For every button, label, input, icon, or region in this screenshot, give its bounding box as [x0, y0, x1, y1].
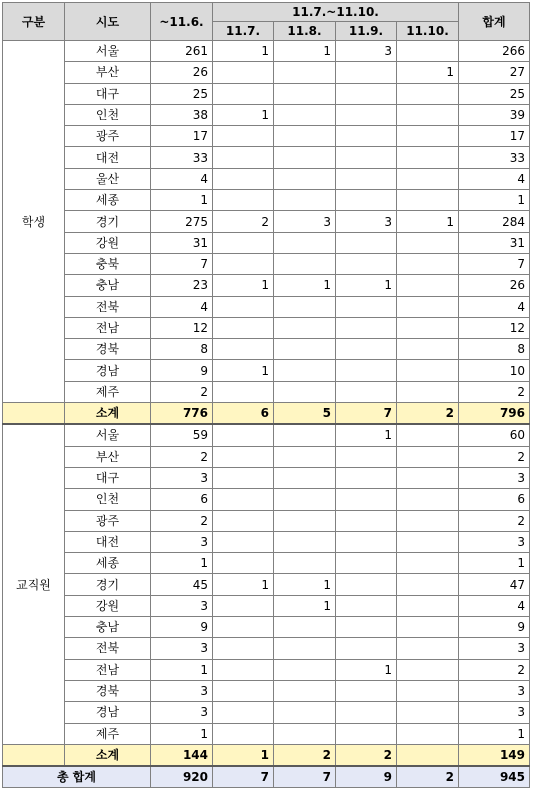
subtotal-value: 2 — [397, 403, 459, 425]
value-cell — [213, 659, 274, 680]
value-cell: 33 — [459, 147, 530, 168]
header-region: 시도 — [65, 3, 151, 41]
value-cell — [397, 638, 459, 659]
value-cell — [336, 147, 397, 168]
subtotal-value: 7 — [336, 403, 397, 425]
region-cell: 부산 — [65, 446, 151, 467]
value-cell: 1 — [336, 275, 397, 296]
value-cell: 33 — [151, 147, 213, 168]
table-header — [3, 3, 530, 41]
region-cell: 인천 — [65, 104, 151, 125]
value-cell — [397, 553, 459, 574]
value-cell — [213, 253, 274, 274]
value-cell — [274, 190, 336, 211]
region-cell: 충남 — [65, 617, 151, 638]
value-cell — [397, 510, 459, 531]
value-cell — [397, 232, 459, 253]
value-cell — [274, 424, 336, 446]
value-cell — [274, 467, 336, 488]
table-row — [3, 510, 530, 531]
region-cell: 전북 — [65, 296, 151, 317]
value-cell: 59 — [151, 424, 213, 446]
region-cell: 세종 — [65, 190, 151, 211]
value-cell — [336, 446, 397, 467]
value-cell — [397, 446, 459, 467]
region-cell: 충북 — [65, 253, 151, 274]
header-month: 11.10. — [397, 22, 459, 41]
value-cell: 2 — [151, 510, 213, 531]
subtotal-value: 5 — [274, 403, 336, 425]
value-cell — [213, 510, 274, 531]
value-cell: 1 — [213, 360, 274, 381]
value-cell — [274, 723, 336, 744]
value-cell — [213, 83, 274, 104]
value-cell: 39 — [459, 104, 530, 125]
statistics-table — [2, 2, 530, 788]
table-row — [3, 723, 530, 744]
value-cell — [213, 190, 274, 211]
table-row — [3, 381, 530, 402]
value-cell — [274, 339, 336, 360]
table-row — [3, 595, 530, 616]
table-row — [3, 232, 530, 253]
value-cell — [336, 62, 397, 83]
region-cell: 전남 — [65, 317, 151, 338]
region-cell: 강원 — [65, 595, 151, 616]
table-row — [3, 211, 530, 232]
value-cell — [274, 510, 336, 531]
value-cell: 1 — [336, 659, 397, 680]
value-cell: 3 — [336, 211, 397, 232]
value-cell: 1 — [397, 62, 459, 83]
value-cell — [213, 126, 274, 147]
value-cell — [397, 595, 459, 616]
table-row — [3, 702, 530, 723]
grand-total-value: 7 — [213, 766, 274, 788]
value-cell: 3 — [336, 41, 397, 62]
subtotal-spacer — [3, 403, 65, 425]
value-cell: 3 — [459, 680, 530, 701]
subtotal-label: 소계 — [65, 744, 151, 766]
value-cell — [336, 168, 397, 189]
value-cell — [213, 424, 274, 446]
table-row — [3, 168, 530, 189]
region-cell: 대구 — [65, 467, 151, 488]
value-cell — [397, 424, 459, 446]
value-cell: 31 — [459, 232, 530, 253]
header-month: 11.9. — [336, 22, 397, 41]
region-cell: 세종 — [65, 553, 151, 574]
value-cell — [336, 296, 397, 317]
region-cell: 광주 — [65, 510, 151, 531]
value-cell — [274, 360, 336, 381]
value-cell: 6 — [459, 489, 530, 510]
value-cell — [397, 574, 459, 595]
table-row — [3, 446, 530, 467]
subtotal-row — [3, 744, 530, 766]
table-row — [3, 126, 530, 147]
value-cell: 266 — [459, 41, 530, 62]
value-cell — [397, 317, 459, 338]
value-cell — [274, 126, 336, 147]
value-cell: 3 — [459, 702, 530, 723]
value-cell: 261 — [151, 41, 213, 62]
value-cell — [213, 638, 274, 659]
value-cell — [213, 147, 274, 168]
value-cell: 25 — [151, 83, 213, 104]
subtotal-value: 2 — [274, 744, 336, 766]
grand-total-value: 945 — [459, 766, 530, 788]
value-cell: 4 — [151, 296, 213, 317]
value-cell — [213, 723, 274, 744]
value-cell: 2 — [459, 381, 530, 402]
table-row — [3, 617, 530, 638]
header-category: 구분 — [3, 3, 65, 41]
value-cell — [213, 553, 274, 574]
value-cell — [213, 531, 274, 552]
value-cell: 3 — [151, 702, 213, 723]
value-cell — [397, 253, 459, 274]
value-cell — [213, 595, 274, 616]
value-cell — [336, 510, 397, 531]
header-total: 합계 — [459, 3, 530, 41]
value-cell: 8 — [151, 339, 213, 360]
value-cell: 3 — [151, 595, 213, 616]
subtotal-value: 149 — [459, 744, 530, 766]
value-cell — [274, 381, 336, 402]
value-cell — [274, 253, 336, 274]
value-cell — [336, 126, 397, 147]
region-cell: 경남 — [65, 360, 151, 381]
value-cell — [336, 638, 397, 659]
region-cell: 전남 — [65, 659, 151, 680]
subtotal-value: 796 — [459, 403, 530, 425]
value-cell: 31 — [151, 232, 213, 253]
table-row — [3, 62, 530, 83]
table-row — [3, 41, 530, 62]
value-cell — [336, 360, 397, 381]
subtotal-spacer — [3, 744, 65, 766]
subtotal-value — [397, 744, 459, 766]
table-row — [3, 574, 530, 595]
value-cell — [274, 232, 336, 253]
table-row — [3, 104, 530, 125]
value-cell: 1 — [213, 275, 274, 296]
value-cell: 60 — [459, 424, 530, 446]
value-cell: 3 — [459, 638, 530, 659]
subtotal-value: 6 — [213, 403, 274, 425]
table-body — [3, 41, 530, 788]
table-row — [3, 360, 530, 381]
value-cell: 1 — [459, 190, 530, 211]
value-cell — [397, 83, 459, 104]
value-cell — [397, 275, 459, 296]
region-cell: 경기 — [65, 211, 151, 232]
subtotal-row — [3, 403, 530, 425]
value-cell — [336, 190, 397, 211]
value-cell: 17 — [459, 126, 530, 147]
grand-total-label: 총 합계 — [3, 766, 151, 788]
value-cell: 26 — [459, 275, 530, 296]
region-cell: 인천 — [65, 489, 151, 510]
value-cell: 10 — [459, 360, 530, 381]
value-cell: 1 — [213, 574, 274, 595]
value-cell — [213, 617, 274, 638]
subtotal-value: 2 — [336, 744, 397, 766]
value-cell: 3 — [459, 467, 530, 488]
value-cell — [336, 574, 397, 595]
value-cell: 9 — [151, 617, 213, 638]
value-cell: 45 — [151, 574, 213, 595]
value-cell: 2 — [151, 381, 213, 402]
value-cell — [397, 168, 459, 189]
table-row — [3, 680, 530, 701]
value-cell — [274, 531, 336, 552]
value-cell: 3 — [151, 467, 213, 488]
header-until: ~11.6. — [151, 3, 213, 41]
value-cell: 2 — [459, 446, 530, 467]
table-row — [3, 190, 530, 211]
value-cell: 12 — [459, 317, 530, 338]
value-cell: 9 — [459, 617, 530, 638]
value-cell — [397, 381, 459, 402]
value-cell: 4 — [459, 595, 530, 616]
value-cell — [274, 147, 336, 168]
region-cell: 경기 — [65, 574, 151, 595]
value-cell — [274, 680, 336, 701]
value-cell: 1 — [274, 275, 336, 296]
table-row — [3, 467, 530, 488]
value-cell — [397, 702, 459, 723]
table-row — [3, 553, 530, 574]
value-cell — [336, 680, 397, 701]
region-cell: 경남 — [65, 702, 151, 723]
value-cell — [274, 62, 336, 83]
region-cell: 대전 — [65, 531, 151, 552]
region-cell: 서울 — [65, 41, 151, 62]
value-cell — [213, 62, 274, 83]
value-cell — [336, 317, 397, 338]
region-cell: 충남 — [65, 275, 151, 296]
value-cell — [336, 702, 397, 723]
value-cell: 1 — [213, 104, 274, 125]
value-cell — [397, 147, 459, 168]
region-cell: 대구 — [65, 83, 151, 104]
value-cell — [336, 723, 397, 744]
header-period-group: 11.7.~11.10. — [213, 3, 459, 22]
value-cell: 1 — [274, 595, 336, 616]
value-cell — [336, 83, 397, 104]
value-cell — [336, 253, 397, 274]
value-cell: 23 — [151, 275, 213, 296]
value-cell: 2 — [459, 510, 530, 531]
value-cell: 7 — [151, 253, 213, 274]
value-cell: 1 — [151, 723, 213, 744]
value-cell: 6 — [151, 489, 213, 510]
value-cell: 1 — [274, 574, 336, 595]
value-cell — [397, 360, 459, 381]
value-cell — [397, 104, 459, 125]
value-cell — [397, 126, 459, 147]
value-cell — [274, 702, 336, 723]
value-cell — [274, 446, 336, 467]
value-cell — [397, 190, 459, 211]
table-row — [3, 317, 530, 338]
value-cell: 1 — [151, 553, 213, 574]
value-cell — [213, 317, 274, 338]
value-cell — [397, 296, 459, 317]
table-row — [3, 489, 530, 510]
value-cell — [213, 339, 274, 360]
value-cell: 4 — [459, 296, 530, 317]
value-cell — [213, 702, 274, 723]
value-cell: 3 — [459, 531, 530, 552]
value-cell — [336, 381, 397, 402]
value-cell: 4 — [459, 168, 530, 189]
value-cell: 284 — [459, 211, 530, 232]
value-cell: 2 — [459, 659, 530, 680]
value-cell — [274, 489, 336, 510]
value-cell: 47 — [459, 574, 530, 595]
value-cell — [213, 446, 274, 467]
table-row — [3, 638, 530, 659]
value-cell: 38 — [151, 104, 213, 125]
grand-total-value: 7 — [274, 766, 336, 788]
value-cell — [274, 296, 336, 317]
region-cell: 대전 — [65, 147, 151, 168]
value-cell — [397, 41, 459, 62]
value-cell: 1 — [397, 211, 459, 232]
value-cell — [213, 467, 274, 488]
category-label: 교직원 — [3, 424, 65, 744]
table-row — [3, 83, 530, 104]
table-row — [3, 531, 530, 552]
value-cell — [274, 553, 336, 574]
grand-total-value: 920 — [151, 766, 213, 788]
table-row — [3, 253, 530, 274]
header-month: 11.8. — [274, 22, 336, 41]
value-cell — [274, 659, 336, 680]
region-cell: 전북 — [65, 638, 151, 659]
value-cell: 1 — [274, 41, 336, 62]
value-cell: 275 — [151, 211, 213, 232]
statistics-table-container — [2, 2, 530, 788]
value-cell — [397, 489, 459, 510]
region-cell: 부산 — [65, 62, 151, 83]
value-cell — [336, 232, 397, 253]
value-cell — [336, 617, 397, 638]
table-row — [3, 275, 530, 296]
value-cell: 17 — [151, 126, 213, 147]
grand-total-value: 2 — [397, 766, 459, 788]
region-cell: 경북 — [65, 680, 151, 701]
region-cell: 울산 — [65, 168, 151, 189]
header-month: 11.7. — [213, 22, 274, 41]
value-cell: 9 — [151, 360, 213, 381]
value-cell: 1 — [151, 190, 213, 211]
category-label: 학생 — [3, 41, 65, 403]
value-cell — [336, 467, 397, 488]
table-row — [3, 424, 530, 446]
value-cell — [397, 467, 459, 488]
value-cell — [336, 339, 397, 360]
region-cell: 강원 — [65, 232, 151, 253]
region-cell: 경북 — [65, 339, 151, 360]
value-cell — [213, 381, 274, 402]
region-cell: 서울 — [65, 424, 151, 446]
region-cell: 제주 — [65, 381, 151, 402]
value-cell — [213, 232, 274, 253]
table-row — [3, 659, 530, 680]
subtotal-value: 144 — [151, 744, 213, 766]
value-cell: 1 — [151, 659, 213, 680]
value-cell — [213, 168, 274, 189]
value-cell — [336, 595, 397, 616]
value-cell: 3 — [151, 680, 213, 701]
table-row — [3, 339, 530, 360]
grand-total-value: 9 — [336, 766, 397, 788]
value-cell — [397, 531, 459, 552]
value-cell: 1 — [459, 553, 530, 574]
value-cell — [274, 317, 336, 338]
value-cell — [397, 680, 459, 701]
value-cell — [397, 659, 459, 680]
value-cell — [213, 296, 274, 317]
value-cell: 26 — [151, 62, 213, 83]
region-cell: 제주 — [65, 723, 151, 744]
value-cell: 27 — [459, 62, 530, 83]
subtotal-label: 소계 — [65, 403, 151, 425]
value-cell — [274, 617, 336, 638]
value-cell — [336, 489, 397, 510]
value-cell — [213, 680, 274, 701]
value-cell: 3 — [151, 531, 213, 552]
value-cell — [336, 553, 397, 574]
value-cell — [397, 617, 459, 638]
table-row — [3, 147, 530, 168]
value-cell — [274, 638, 336, 659]
value-cell: 1 — [459, 723, 530, 744]
value-cell: 2 — [213, 211, 274, 232]
value-cell — [336, 531, 397, 552]
value-cell — [213, 489, 274, 510]
value-cell — [274, 104, 336, 125]
value-cell: 7 — [459, 253, 530, 274]
value-cell — [274, 168, 336, 189]
value-cell — [336, 104, 397, 125]
value-cell: 2 — [151, 446, 213, 467]
value-cell — [397, 339, 459, 360]
value-cell: 25 — [459, 83, 530, 104]
grand-total-row — [3, 766, 530, 788]
subtotal-value: 1 — [213, 744, 274, 766]
value-cell: 12 — [151, 317, 213, 338]
value-cell: 3 — [274, 211, 336, 232]
value-cell: 1 — [213, 41, 274, 62]
value-cell — [274, 83, 336, 104]
value-cell: 1 — [336, 424, 397, 446]
value-cell: 4 — [151, 168, 213, 189]
value-cell: 8 — [459, 339, 530, 360]
value-cell: 3 — [151, 638, 213, 659]
value-cell — [397, 723, 459, 744]
subtotal-value: 776 — [151, 403, 213, 425]
region-cell: 광주 — [65, 126, 151, 147]
table-row — [3, 296, 530, 317]
